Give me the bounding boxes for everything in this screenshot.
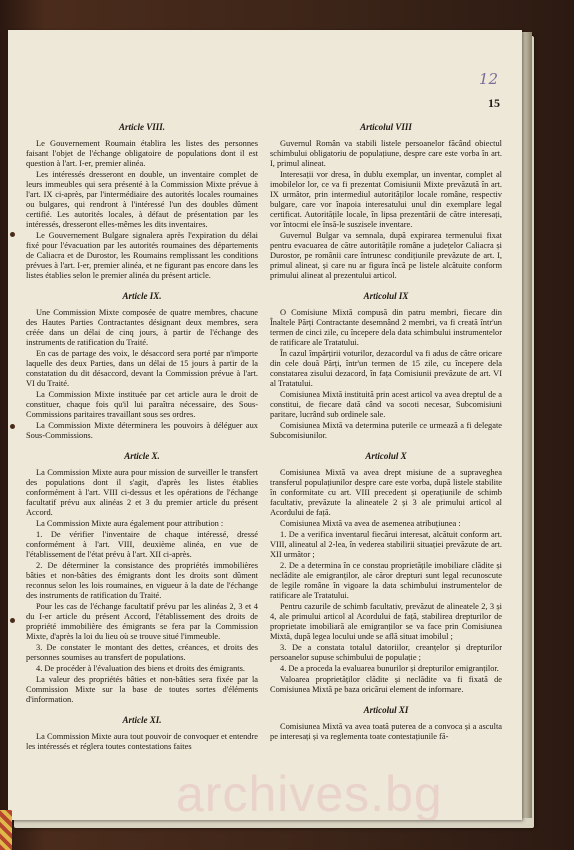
paragraph: Pour les cas de l'échange facultatif prévu par les alinéas 2, 3 et 4 du I-er article du présent Accord, l'établissement des droits de propriété immobilière des émigrants se fera par la Commission Mixte, d'après la loi du lieu où se trouve situé l'immeuble.: [26, 602, 258, 641]
article-9-heading-ro: Articolul IX: [363, 291, 409, 301]
paragraph: La Commission Mixte déterminera les pouvoirs à déléguer aux Sous-Commissions.: [26, 421, 258, 440]
paragraph: 2. De déterminer la consistance des propriétés immobilières bâties et non-bâties des émigrants dont les droits sont dûment reconnus selon les lois roumaines, en vigueur à la date de l'échange des instruments de ratification du Traité.: [26, 561, 258, 600]
paragraph: 3. De a constata totalul datoriilor, creanțelor și drepturilor persoanelor supuse schimbului de populație ;: [270, 643, 502, 662]
paragraph: 4. De a proceda la evaluarea bunurilor și drepturilor emigranților.: [280, 664, 499, 673]
article-10-heading-fr: Article X.: [124, 451, 160, 461]
document-page: [8, 30, 522, 820]
article-11-heading-fr: Article XI.: [122, 715, 162, 725]
archive-watermark: archives.bg: [176, 766, 443, 820]
binding-ribbon: [0, 810, 12, 850]
paragraph: Comisiunea Mixtă va avea toată puterea de a convoca și a asculta pe interesați și va reglementa toate contestațiunile fă-: [270, 722, 502, 741]
paragraph: Valoarea proprietăților clădite și neclădite va fi fixată de Comisiunea Mixtă pe baza oricărui element de informare.: [270, 675, 502, 694]
paragraph: Guvernul Bulgar va semnala, după expirarea termenului fixat pentru evacuarea de către autoritățile române a județelor Caliacra și Durostor, pe românii care întrunesc condițiunile prevăzute de art. I, primul alineat, și care nu ar figura încă pe listele alcătuite conform primului alineat al prezentului articol.: [270, 231, 502, 280]
french-column: [26, 122, 258, 753]
paragraph: 3. De constater le montant des dettes, créances, et droits des personnes soumises au transfert de populations.: [26, 643, 258, 662]
binding-hole: [10, 618, 15, 623]
paragraph: Le Gouvernement Bulgare signalera après l'expiration du délai fixé pour l'évacuation par les autorités roumaines des départements de Caliacra et de Durostor, les Roumains remplissant les conditions prévues à l'art. I-er, premier alinéa, et ne figurant pas encore dans les listes établies selon le premier alinéa du présent article.: [26, 231, 258, 280]
article-10-heading-ro: Articolul X: [365, 451, 407, 461]
paragraph: Le Gouvernement Roumain établira les listes des personnes faisant l'objet de l'échange obligatoire de populations dont il est question à l'art. I-er, premier alinéa.: [26, 139, 258, 168]
paragraph: Guvernul Român va stabili listele persoanelor făcând obiectul schimbului obligatoriu de populațiune, despre care este vorba în art. I, primul alineat.: [270, 139, 502, 168]
binding-hole: [10, 424, 15, 429]
paragraph: Pentru cazurile de schimb facultativ, prevăzut de alineatele 2, 3 și 4, ale primului articol al Acordului de față, stabilirea drepturilor de proprietate imobiliară ale emigranților se va face prin Comisiunea Mixtă, după legea locului unde se află situat imobilul ;: [270, 602, 502, 641]
page-number: 15: [488, 96, 500, 110]
paragraph: Comisiunea Mixtă va avea drept misiune de a supraveghea transferul populațiunilor despre care este vorba, după listele stabilite în conformitate cu art. VIII precedent și operațiunile de schimb facultativ, prevăzute la alineatele 2 și 3 ale primului articol al Acordului de față.: [270, 468, 502, 517]
paragraph: Interesații vor dresa, în dublu exemplar, un inventar, complet al imobilelor lor, ce va fi prezentat Comisiunii Mixte prevăzută în art. IX următor, prin intermediul autorităților locale române, respectiv bulgare, care vor înapoia interesatului unul din exemplare legal certificat. Autoritățile locale, în lipsa prezentării de către interesați, vor întocmi ele însă-le suszisele inventare.: [270, 170, 502, 229]
paragraph: Comisiunea Mixtă va avea de asemenea atribuțiunea :: [280, 519, 461, 528]
paragraph: 1. De a verifica inventarul fiecărui interesat, alcătuit conform art. VIII, alineatul al 2-lea, în vederea stabilirii situației prevăzute de art. XII următor ;: [270, 530, 502, 559]
paragraph: 4. De procéder à l'évaluation des biens et droits des émigrants.: [36, 664, 245, 673]
paragraph: La Commission Mixte instituée par cet article aura le droit de constituer, chaque fois qu'il lui paraîtra nécessaire, des Sous-Commissions paritaires travaillant sous ses ordres.: [26, 390, 258, 419]
handwritten-folio-number: 12: [478, 70, 498, 88]
article-8-heading-ro: Articolul VIII: [360, 122, 412, 132]
paragraph: 2. De a determina în ce constau proprietățile imobiliare clădite și neclădite ale emigranților, ale căror drepturi sunt legal recunoscute de legile române în vigoare la data schimbului instrumentelor de ratificare ale Tratatului.: [270, 561, 502, 600]
paragraph: Une Commission Mixte composée de quatre membres, chacune des Hautes Parties Contractantes désignant deux membres, sera créée dans un délai de cinq jours, à partir de l'échange des instruments de ratification du Traité.: [26, 308, 258, 347]
paragraph: În cazul împărțirii voturilor, dezacordul va fi adus de către oricare din cele două Părți, într'un termen de 15 zile, cu începere dela constatarea zisului dezacord, în fața Comisiunii prevăzute de art. VI al Tratatului.: [270, 349, 502, 388]
article-9-heading-fr: Article IX.: [122, 291, 162, 301]
paragraph: 1. De vérifier l'inventaire de chaque intéressé, dressé conformément à l'art. VIII, deuxième alinéa, en vue de l'établissement de l'état prévu à l'art. XII ci-après.: [26, 530, 258, 559]
paragraph: En cas de partage des voix, le désaccord sera porté par n'importe laquelle des deux Parties, dans un délai de 15 jours à partir de la constatation du dit désaccord, devant la Commission prévue à l'art. VI du Traité.: [26, 349, 258, 388]
paragraph: O Comisiune Mixtă compusă din patru membri, fiecare din Înaltele Părți Contractante desemnând 2 membri, va fi creată într'un termen de cinci zile, cu începere dela data schimbului instrumentelor de ratificare ale Tratatului.: [270, 308, 502, 347]
paragraph: Comisiunea Mixtă va determina puterile ce urmează a fi delegate Subcomisiunilor.: [270, 421, 502, 440]
article-8-heading-fr: Article VIII.: [118, 122, 165, 132]
paragraph: Comisiunea Mixtă instituită prin acest articol va avea dreptul de a constitui, de fiecare dată când va socoti necesar, Subcomisiuni paritare, lucrând sub ordinele sale.: [270, 390, 502, 419]
article-11-heading-ro: Articolul XI: [363, 705, 409, 715]
paragraph: La valeur des propriétés bâties et non-bâties sera fixée par la Commission Mixte sur la base de toutes sortes d'éléments d'information.: [26, 675, 258, 704]
paragraph: La Commission Mixte aura également pour attribution :: [36, 519, 224, 528]
romanian-column: [270, 122, 502, 743]
paragraph: La Commission Mixte aura tout pouvoir de convoquer et entendre les intéressés et réglera toutes contestations faites: [26, 732, 258, 751]
paragraph: Les intéressés dresseront en double, un inventaire complet de leurs immeubles qui sera présenté à la Commission Mixte prévue à l'art. IX ci-après, par l'intermédiaire des autorités locales roumaines ou bulgares, qui rendront à l'intéressé l'un des doubles dûment certifié. Les autorités locales, à défaut de présentation par les intéressés, dresseront elles-mêmes les dits inventaires.: [26, 170, 258, 229]
paragraph: La Commission Mixte aura pour mission de surveiller le transfert des populations dont il s'agit, d'après les listes établies conformément à l'art. VIII ci-dessus et les opérations de l'échange facultatif prévu aux alinéas 2 et 3 du premier article du présent Accord.: [26, 468, 258, 517]
binding-hole: [10, 232, 15, 237]
